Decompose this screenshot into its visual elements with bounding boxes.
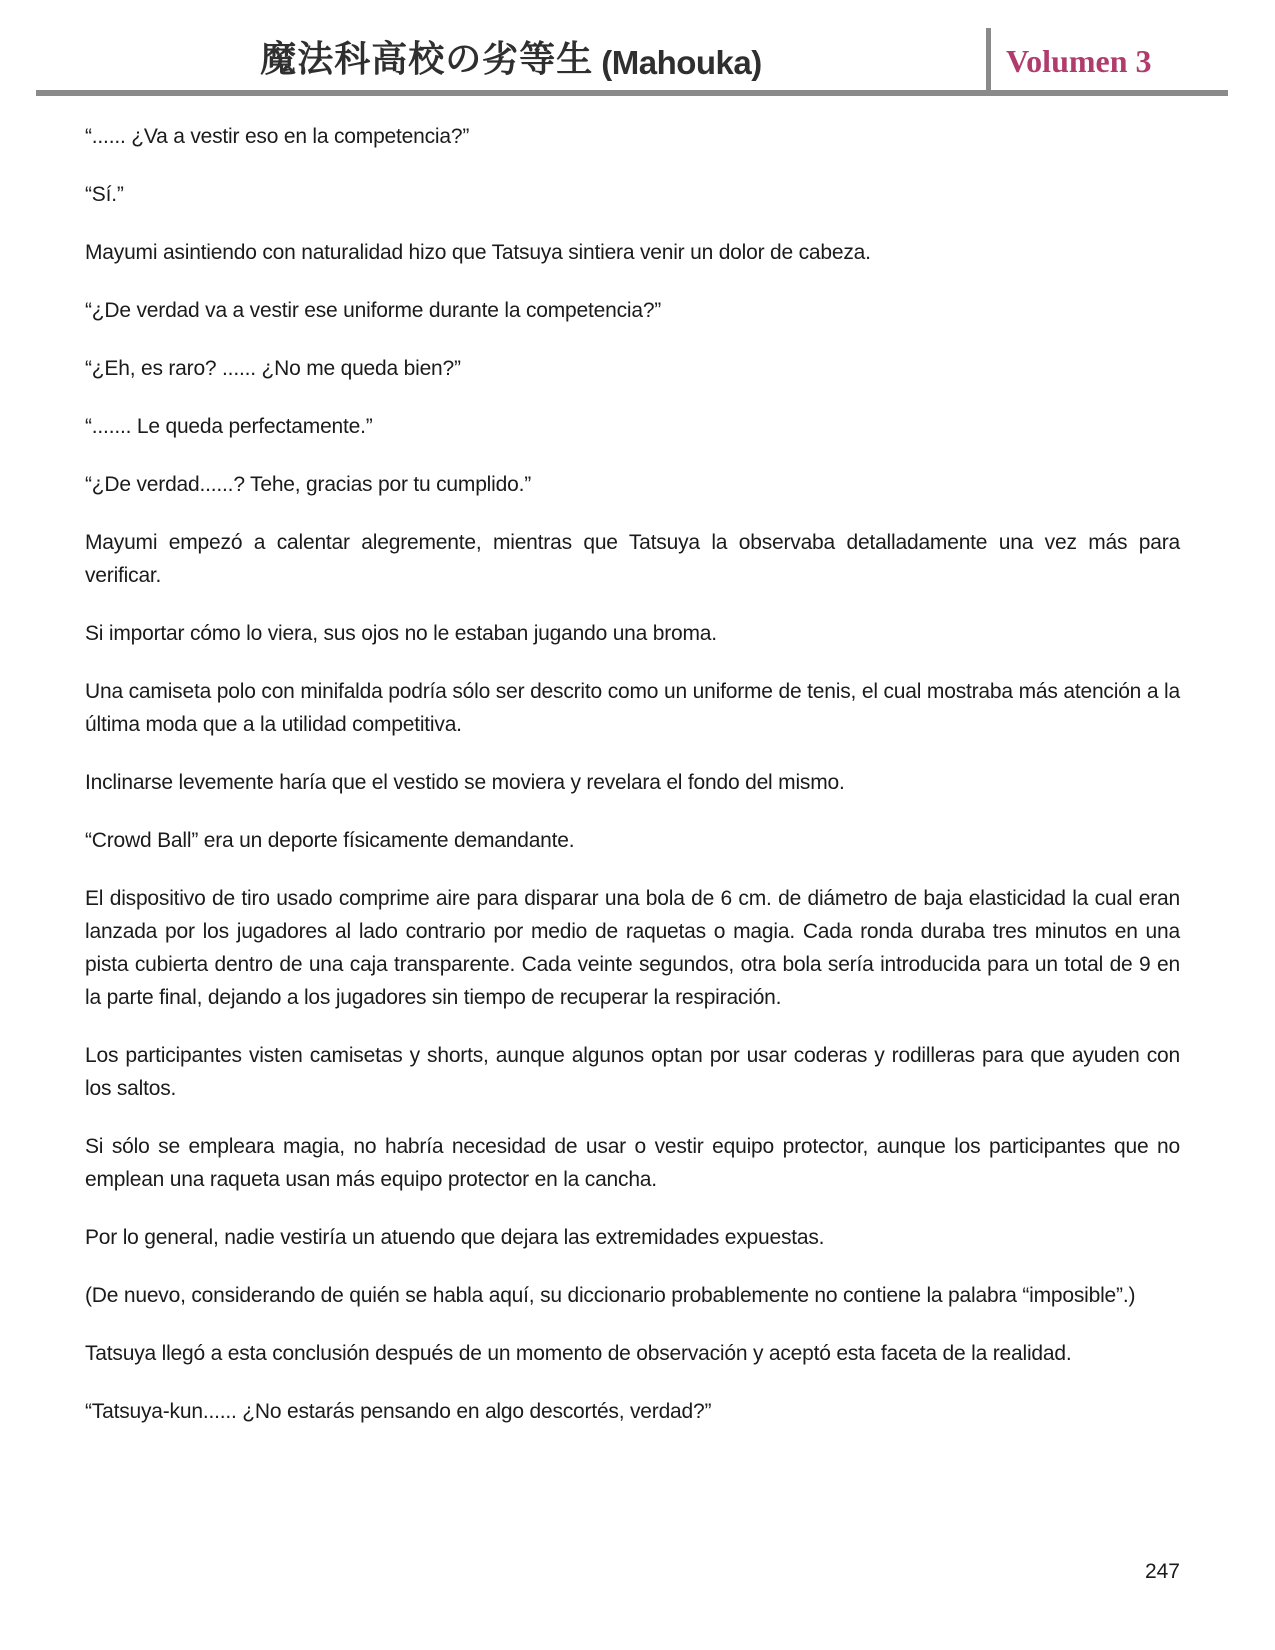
paragraph: Una camiseta polo con minifalda podría sólo ser descrito como un uniforme de tenis, el cual mostraba más atención a la última moda que a la utilidad competitiva. <box>85 680 1180 736</box>
paragraph: Tatsuya llegó a esta conclusión después de un momento de observación y aceptó esta faceta de la realidad. <box>85 1342 1072 1365</box>
paragraph: “....... Le queda perfectamente.” <box>85 415 373 438</box>
header-title-cell <box>36 0 986 90</box>
paragraph: Si sólo se empleara magia, no habría necesidad de usar o vestir equipo protector, aunque los participantes que no emplean una raqueta usan más equipo protector en la cancha. <box>85 1135 1180 1191</box>
paragraph: Mayumi empezó a calentar alegremente, mientras que Tatsuya la observaba detalladamente una vez más para verificar. <box>85 531 1180 587</box>
paragraph: “Tatsuya-kun...... ¿No estarás pensando en algo descortés, verdad?” <box>85 1400 712 1423</box>
paragraph: “¿De verdad......? Tehe, gracias por tu cumplido.” <box>85 473 531 496</box>
document-title-japanese: 魔法科高校の劣等生 <box>260 39 594 79</box>
paragraph: “¿Eh, es raro? ...... ¿No me queda bien?” <box>85 357 461 380</box>
header-row <box>36 0 1228 90</box>
header-volume-cell <box>991 0 1228 90</box>
paragraph: “...... ¿Va a vestir eso en la competencia?” <box>85 125 470 148</box>
paragraph: Los participantes visten camisetas y shorts, aunque algunos optan por usar coderas y rodilleras para que ayuden con los saltos. <box>85 1044 1180 1100</box>
page-body <box>85 120 1180 1453</box>
paragraph: “Crowd Ball” era un deporte físicamente demandante. <box>85 829 575 852</box>
volume-label: Volumen 3 <box>1006 43 1152 79</box>
document-title-latin: (Mahouka) <box>601 44 762 81</box>
header-horizontal-rule <box>36 90 1228 96</box>
paragraph: El dispositivo de tiro usado comprime aire para disparar una bola de 6 cm. de diámetro de baja elasticidad la cual eran lanzada por los jugadores al lado contrario por medio de raquetas o magia. Cada ronda duraba tres minutos en una pista cubierta dentro de una caja transparente. Cada veinte segundos, otra bola sería introducida para un total de 9 en la parte final, dejando a los jugadores sin tiempo de recuperar la respiración. <box>85 887 1180 1009</box>
paragraph: Si importar cómo lo viera, sus ojos no le estaban jugando una broma. <box>85 622 717 645</box>
paragraph: Mayumi asintiendo con naturalidad hizo que Tatsuya sintiera venir un dolor de cabeza. <box>85 241 871 264</box>
paragraph: “¿De verdad va a vestir ese uniforme durante la competencia?” <box>85 299 662 322</box>
paragraph: Inclinarse levemente haría que el vestido se moviera y revelara el fondo del mismo. <box>85 771 845 794</box>
page-header <box>36 0 1228 96</box>
paragraph: (De nuevo, considerando de quién se habla aquí, su diccionario probablemente no contiene la palabra “imposible”.) <box>85 1284 1136 1307</box>
paragraph: “Sí.” <box>85 183 124 206</box>
paragraph: Por lo general, nadie vestiría un atuendo que dejara las extremidades expuestas. <box>85 1226 825 1249</box>
page-number: 247 <box>1144 1560 1180 1583</box>
